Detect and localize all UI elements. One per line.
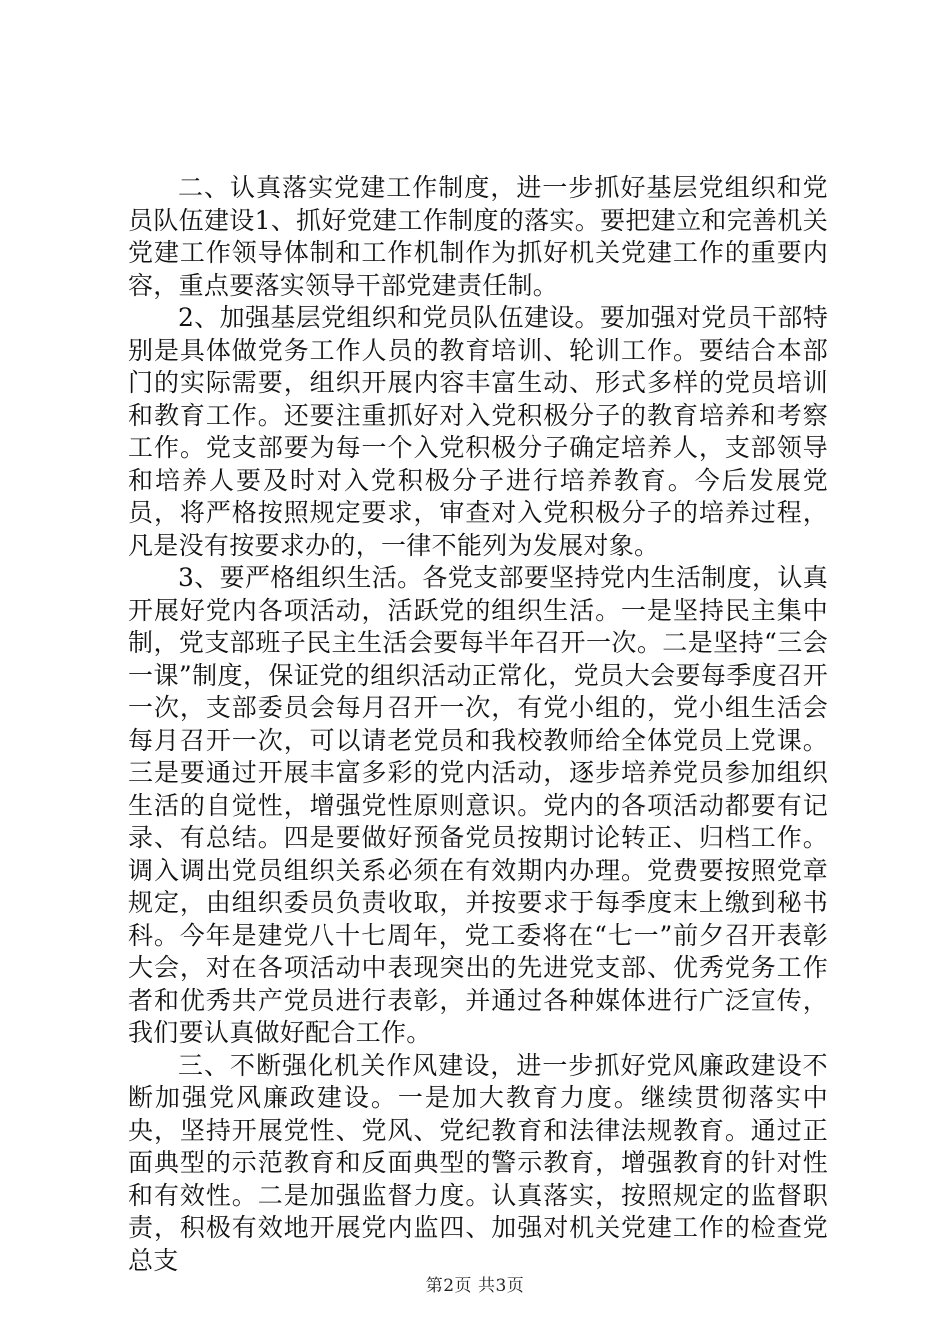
paragraph-item-two: 2、加强基层党组织和党员队伍建设。要加强对党员干部特别是具体做党务工作人员的教育培训、轮训工作。要结合本部门的实际需要，组织开展内容丰富生动、形式多样的党员培训和教育工作。还要注重抓好对入党积极分子的教育培养和考察工作。党支部要为每一个入党积极分子确定培养人，支部领导和培养人要及时对入党积极分子进行培养教育。今后发展党员，将严格按照规定要求，审查对入党积极分子的培养过程，凡是没有按要求办的，一律不能列为发展对象。: [128, 303, 828, 560]
document-body: [128, 172, 828, 1277]
paragraph-item-three: 3、要严格组织生活。各党支部要坚持党内生活制度，认真开展好党内各项活动，活跃党的组织生活。一是坚持民主集中制，党支部班子民主生活会要每半年召开一次。二是坚持“三会一课”制度，保证党的组织活动正常化，党员大会要每季度召开一次，支部委员会每月召开一次，有党小组的，党小组生活会每月召开一次，可以请老党员和我校教师给全体党员上党课。三是要通过开展丰富多彩的党内活动，逐步培养党员参加组织生活的自觉性，增强党性原则意识。党内的各项活动都要有记录、有总结。四是要做好预备党员按期讨论转正、归档工作。调入调出党员组织关系必须在有效期内办理。党费要按照党章规定，由组织委员负责收取，并按要求于每季度末上缴到秘书科。今年是建党八十七周年，党工委将在“七一”前夕召开表彰大会，对在各项活动中表现突出的先进党支部、优秀党务工作者和优秀共产党员进行表彰，并通过各种媒体进行广泛宣传，我们要认真做好配合工作。: [128, 563, 828, 1047]
page-number-footer: 第2页 共3页: [425, 1276, 525, 1296]
paragraph-section-three: 三、不断强化机关作风建设，进一步抓好党风廉政建设不断加强党风廉政建设。一是加大教育力度。继续贯彻落实中央，坚持开展党性、党风、党纪教育和法律法规教育。通过正面典型的示范教育和反面典型的警示教育，增强教育的针对性和有效性。二是加强监督力度。认真落实，按照规定的监督职责，积极有效地开展党内监四、加强对机关党建工作的检查党总支: [128, 1050, 828, 1275]
paragraph-section-two: 二、认真落实党建工作制度，进一步抓好基层党组织和党员队伍建设1、抓好党建工作制度的落实。要把建立和完善机关党建工作领导体制和工作机制作为抓好机关党建工作的重要内容，重点要落实领导干部党建责任制。: [128, 173, 828, 300]
